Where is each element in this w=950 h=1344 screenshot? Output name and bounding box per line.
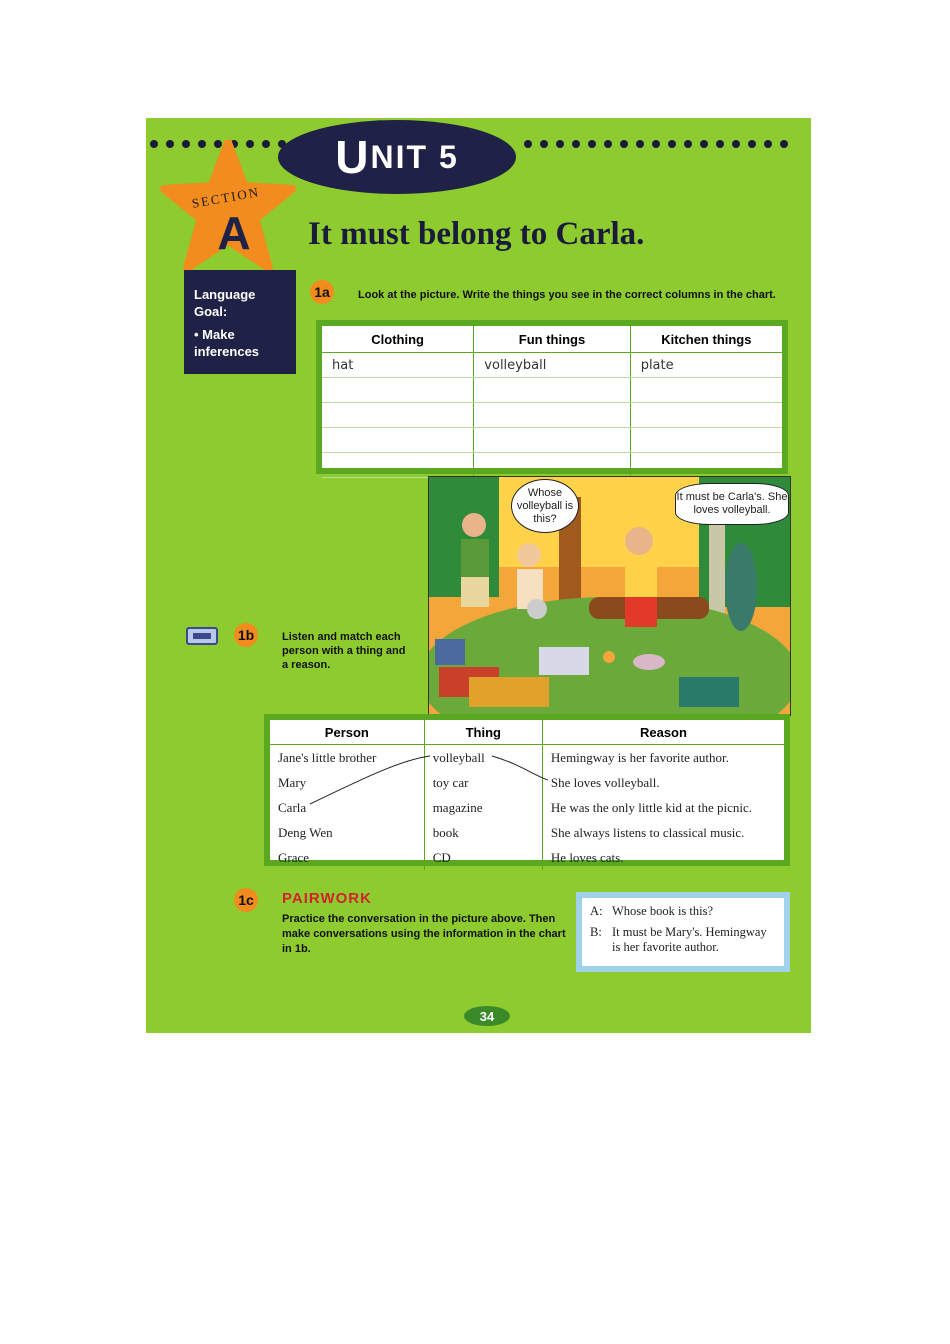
table-cell[interactable] (474, 403, 630, 428)
conversation-text: Whose book is this? (612, 904, 714, 918)
table-cell[interactable] (322, 428, 474, 453)
header-person: Person (270, 720, 424, 745)
thing-cell: CD (424, 845, 542, 870)
header-kitchen-things: Kitchen things (630, 326, 782, 353)
table-cell[interactable]: volleyball (474, 353, 630, 378)
table-row (322, 403, 782, 428)
reason-cell: She always listens to classical music. (550, 824, 745, 840)
language-goal-heading: Language Goal: (194, 287, 256, 319)
header-clothing: Clothing (322, 326, 474, 353)
table-row (322, 428, 782, 453)
exercise-1a-badge: 1a (310, 280, 334, 304)
unit-heading-rest: NIT 5 (370, 138, 459, 175)
reason-cell: He was the only little kid at the picnic. (550, 799, 752, 815)
exercise-1c-instruction: Practice the conversation in the picture above. Then make conversations using the information in the chart in 1b. (282, 913, 566, 955)
match-line-volleyball-reason (492, 756, 548, 780)
speech-bubble-left: Whose volleyball is this? (511, 479, 579, 533)
cassette-tape-icon (186, 626, 218, 646)
page-title: It must belong to Carla. (308, 216, 645, 252)
section-letter: A (217, 207, 251, 259)
table-cell[interactable]: hat (322, 353, 474, 378)
textbook-page (146, 118, 811, 1033)
picnic-illustration (428, 476, 791, 716)
person-cell: Deng Wen (270, 820, 424, 845)
table-cell[interactable] (474, 378, 630, 403)
header-fun-things: Fun things (474, 326, 630, 353)
header-thing: Thing (424, 720, 542, 745)
page-number: 34 (464, 1006, 510, 1026)
reason-cell: She loves volleyball. (550, 774, 660, 790)
speaker-label: A: (590, 904, 603, 918)
match-lines (270, 720, 784, 860)
chart-1a (316, 320, 788, 474)
person-cell: Jane's little brother (270, 745, 424, 771)
unit-heading (278, 120, 516, 194)
section-label: SECTION (190, 184, 262, 211)
thing-cell: volleyball (424, 745, 542, 771)
unit-heading-initial: U (335, 131, 371, 183)
exercise-1b-instruction: Listen and match each person with a thing and a reason. (282, 631, 406, 671)
person-cell: Carla (270, 795, 424, 820)
match-line-carla-volleyball (310, 756, 430, 804)
table-cell[interactable] (322, 378, 474, 403)
thing-cell: magazine (424, 795, 542, 820)
table-cell[interactable] (630, 403, 782, 428)
speech-bubble-right: It must be Carla's. She loves volleyball. (675, 483, 789, 525)
table-row (322, 353, 782, 378)
table-row (322, 378, 782, 403)
pairwork-heading: PAIRWORK (282, 890, 372, 907)
table-row (322, 453, 782, 478)
thing-cell: book (424, 820, 542, 845)
reason-cell: He loves cats. (550, 849, 624, 865)
language-goal-box (184, 270, 296, 374)
conversation-box (576, 892, 790, 972)
conversation-line (590, 925, 776, 955)
table-cell[interactable] (474, 428, 630, 453)
person-cell: Mary (270, 770, 424, 795)
table-cell[interactable] (474, 453, 630, 478)
person-cell: Grace (270, 845, 424, 870)
table-cell[interactable] (630, 453, 782, 478)
thing-cell: toy car (424, 770, 542, 795)
table-cell[interactable] (630, 378, 782, 403)
decorative-dots-right (524, 140, 788, 152)
table-cell[interactable]: plate (630, 353, 782, 378)
chart-1b (264, 714, 790, 866)
exercise-1b-badge: 1b (234, 623, 258, 647)
speaker-label: B: (590, 925, 602, 939)
exercise-1a-instruction: Look at the picture. Write the things you see in the correct columns in the chart. (358, 289, 776, 301)
exercise-1c-badge: 1c (234, 888, 258, 912)
conversation-line (590, 904, 776, 919)
conversation-text: It must be Mary's. Hemingway is her favorite author. (612, 925, 767, 954)
reason-cell: Hemingway is her favorite author. (550, 749, 729, 765)
table-cell[interactable] (322, 403, 474, 428)
language-goal-bullet: • Make inferences (194, 327, 260, 359)
table-cell[interactable] (630, 428, 782, 453)
header-reason: Reason (542, 720, 784, 745)
table-cell[interactable] (322, 453, 474, 478)
